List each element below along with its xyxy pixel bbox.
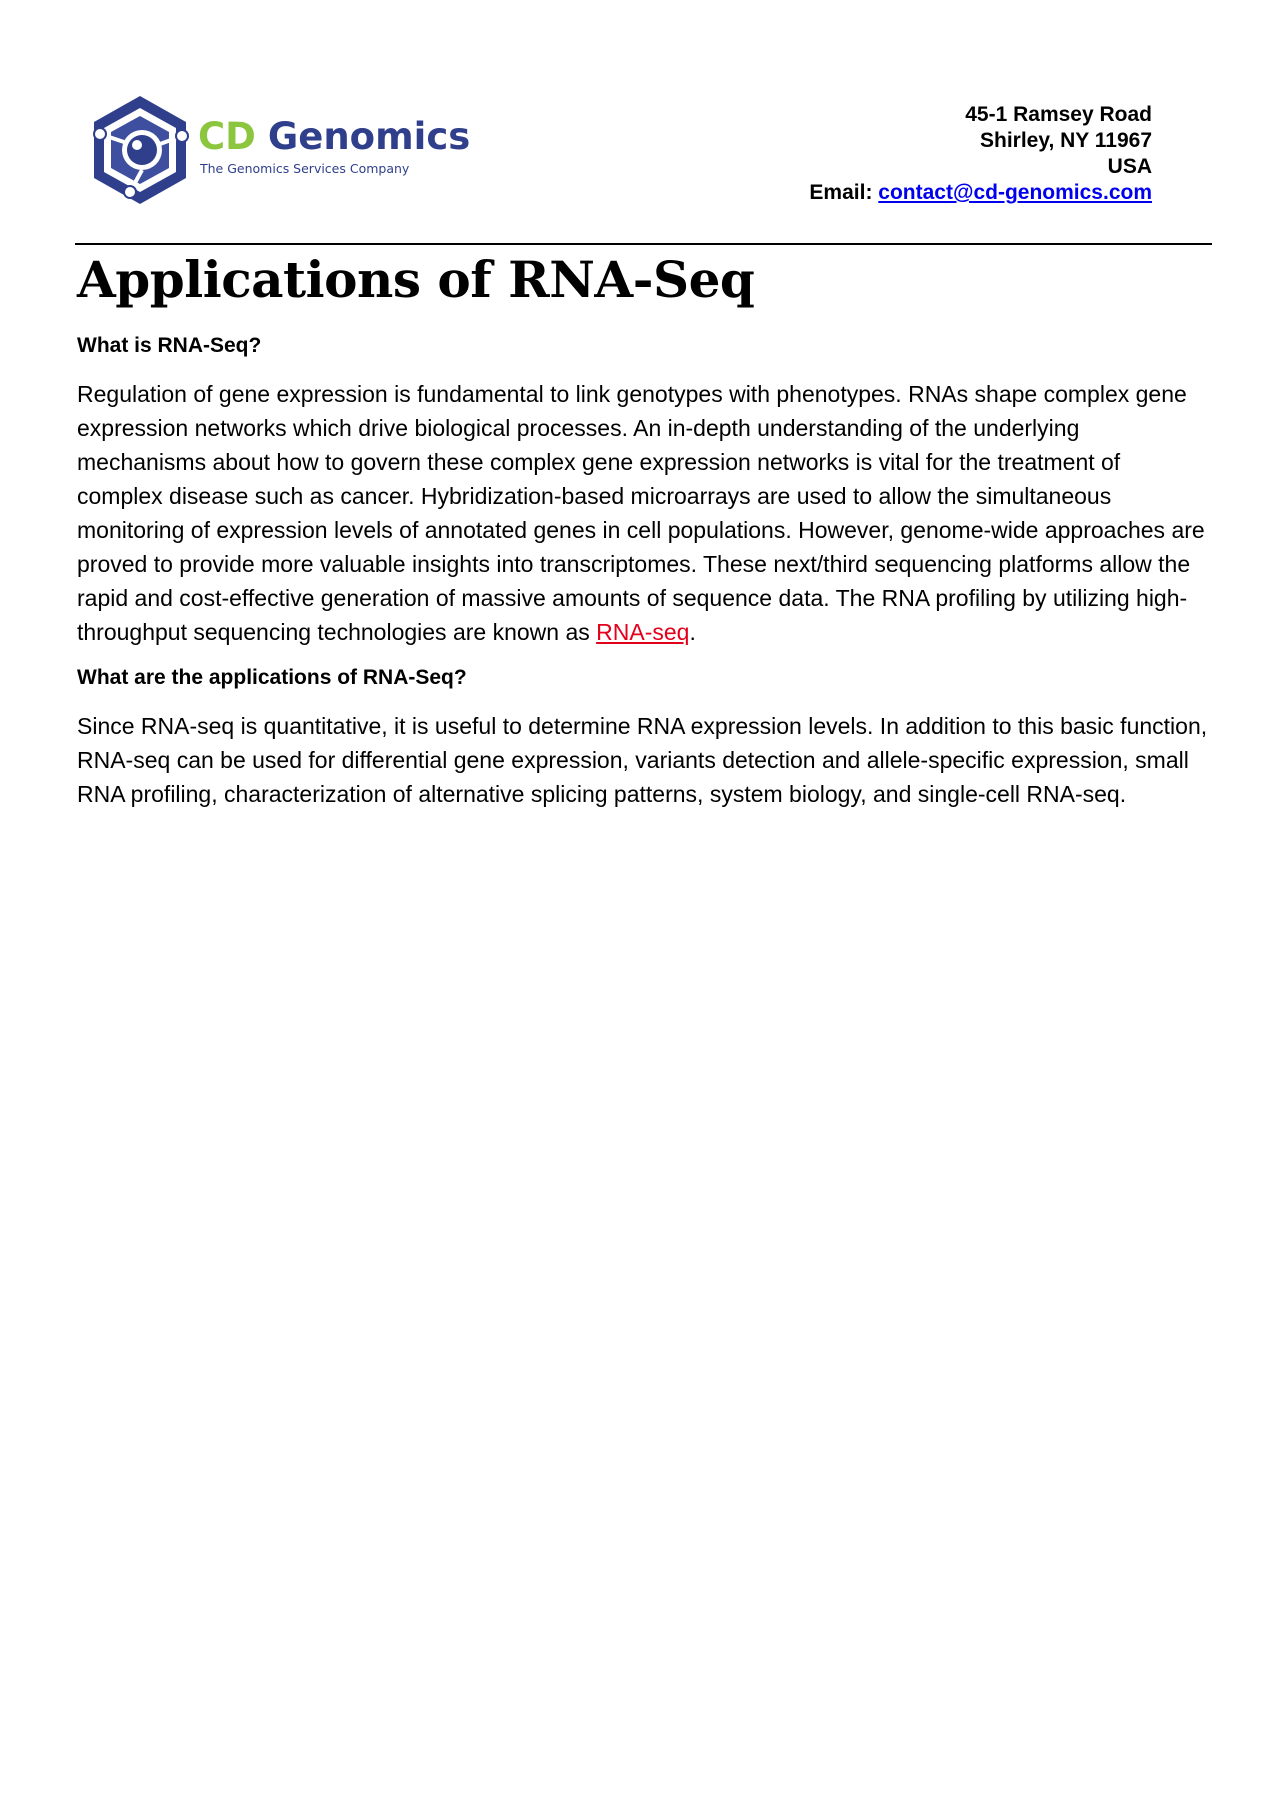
section-body-end: . xyxy=(689,619,696,645)
logo-name-genomics: Genomics xyxy=(267,115,471,158)
contact-address xyxy=(809,102,1152,206)
article-content xyxy=(77,331,1212,825)
logo-tagline: The Genomics Services Company xyxy=(200,161,410,176)
section-body-text: Regulation of gene expression is fundamental to link genotypes with phenotypes. RNAs shape complex gene expression networks which drive biological processes. An in-depth understanding of the underlying mechanisms about how to govern these complex gene expression networks is vital for the treatment of complex disease such as cancer. Hybridization-based microarrays are used to allow the simultaneous monitoring of expression levels of annotated genes in cell populations. However, genome-wide approaches are proved to provide more valuable insights into transcriptomes. These next/third sequencing platforms allow the rapid and cost-effective generation of massive amounts of sequence data. The RNA profiling by utilizing high-throughput sequencing technologies are known as xyxy=(77,381,1205,645)
page-title: Applications of RNA-Seq xyxy=(77,250,755,309)
header-divider xyxy=(75,243,1212,245)
address-line-city: Shirley, NY 11967 xyxy=(979,129,1152,152)
company-logo xyxy=(86,92,506,212)
logo-name-cd: CD xyxy=(198,115,256,158)
rna-seq-link[interactable]: RNA-seq xyxy=(596,619,690,645)
address-line-country: USA xyxy=(1107,155,1152,178)
address-line-street: 45-1 Ramsey Road xyxy=(965,103,1152,126)
address-email-row xyxy=(809,180,1152,206)
section-body-applications: Since RNA-seq is quantitative, it is useful to determine RNA expression levels. In addition to this basic function, RNA-seq can be used for differential gene expression, variants detection and allele-specific expression, small RNA profiling, characterization of alternative splicing patterns, system biology, and single-cell RNA-seq. xyxy=(77,713,1208,807)
email-label: Email: xyxy=(809,181,873,204)
section-body-what-is xyxy=(77,377,1212,649)
cd-genomics-logo-icon xyxy=(86,92,506,212)
section-heading-applications: What are the applications of RNA-Seq? xyxy=(77,666,467,689)
svg-text:CDGenomics xyxy=(198,115,470,158)
email-link[interactable]: contact@cd-genomics.com xyxy=(878,181,1152,204)
section-heading-what-is: What is RNA-Seq? xyxy=(77,334,262,357)
